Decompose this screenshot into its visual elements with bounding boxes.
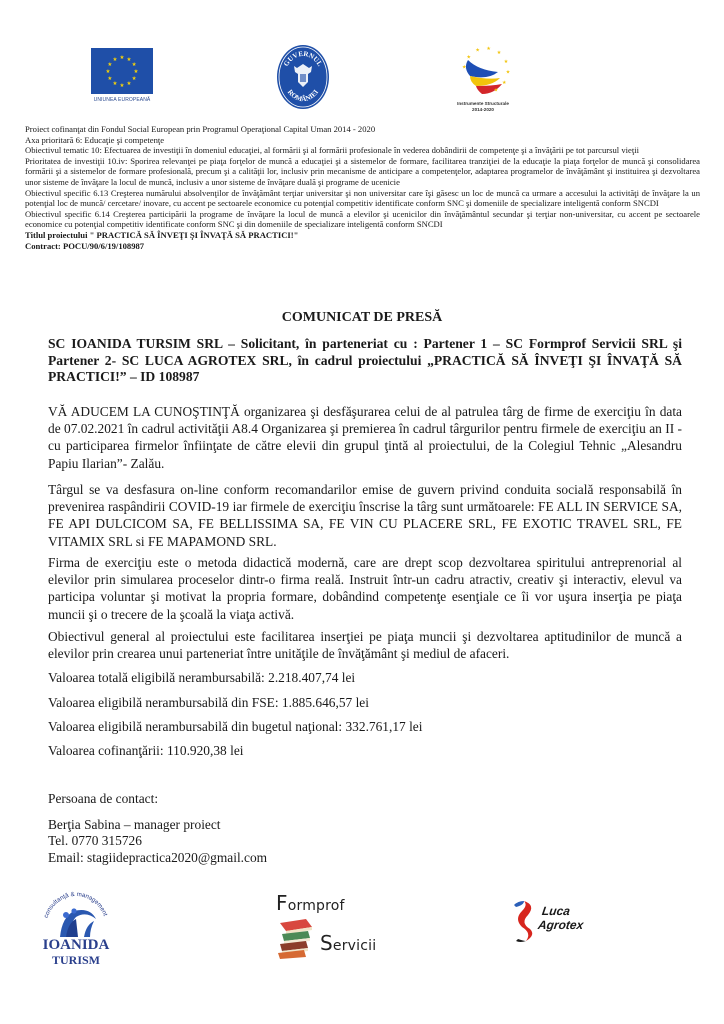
instrumente-structurale-icon <box>448 40 518 98</box>
header-line: Proiect cofinanţat din Fondul Social European prin Programul Operaţional Capital Uman 2014 - 2020 <box>25 124 376 134</box>
header-line: Obiectivul specific 6.13 Creşterea numărului absolvenţilor de învăţământ terţiar universitar şi non universitar care îşi găsesc un loc de muncă ca urmare a accesului la activităţi de învăţare la un potenţial loc de muncă/ cercetare/ inovare, cu accent pe sectoarele economice cu potenţial competitiv identificate conform SNC şi domeniile de specializare inteligentă conform SNCDI <box>25 187 700 209</box>
eu-star-icon: ★ <box>133 69 139 75</box>
is-star-icon: ★ <box>502 81 507 87</box>
eu-star-icon: ★ <box>105 69 111 75</box>
is-caption <box>448 101 518 112</box>
guvernul-romaniei-seal-icon <box>276 44 330 110</box>
value-national-budget <box>48 718 422 735</box>
luca-agrotex-logo-icon <box>510 899 540 943</box>
is-caption-line2: 2014-2020 <box>472 106 494 112</box>
is-star-icon: ★ <box>496 51 502 57</box>
ioanida-name-line1: IOANIDA <box>42 937 110 953</box>
contact-name: Berţia Sabina – manager proiect <box>48 817 221 832</box>
top-logos <box>0 40 724 115</box>
eu-star-icon: ★ <box>112 81 118 88</box>
luca-agrotex-logo <box>510 899 590 943</box>
eu-logo <box>90 48 154 108</box>
press-release-subtitle: SC IOANIDA TURSIM SRL – Solicitant, în parteneriat cu : Partener 1 – SC Formprof Servicii SRL şi Partener 2- SC LUCA AGROTEX SRL, în cadrul proiectului „PRACTICĂ SĂ ÎNVEŢI ŞI ÎNVAŢĂ SĂ PRACTICI!” – ID 108987 <box>48 336 682 384</box>
value-label: Valoarea eligibilă nerambursabilă din FSE: <box>48 695 279 710</box>
ioanida-turism-logo-icon <box>36 889 116 939</box>
government-logo <box>276 44 332 110</box>
eu-star-icon: ★ <box>119 83 125 89</box>
eu-star-icon: ★ <box>107 76 113 82</box>
formprof-word: Formprof <box>276 891 345 915</box>
value-amount: 110.920,38 lei <box>166 743 244 758</box>
is-star-icon: ★ <box>503 59 509 65</box>
contact-label: Persoana de contact: <box>48 791 159 806</box>
contact-email[interactable]: Email: stagiidepractica2020@gmail.com <box>48 849 268 865</box>
value-label: Valoarea cofinanţării: <box>48 743 164 758</box>
header-line: Prioritatea de investiţii 10.iv: Sporirea relevanţei pe piaţa forţelor de muncă a educaţiei şi a sistemelor de formare, facilitarea tranziţiei de la educaţie la piaţa forţelor de muncă şi consolidarea formării şi a sistemelor de formare profesională, precum şi a calităţii lor, inclusiv prin mecanisme de anticipare a competenţelor, adaptarea programelor de învăţământ şi instituirea şi dezvoltarea unor sisteme de învăţare la locul de muncă, inclusiv a unor sisteme de învăţare duală şi programe de ucenicie <box>25 155 700 187</box>
value-amount: 2.218.407,74 lei <box>268 670 356 685</box>
project-header <box>25 124 700 251</box>
is-star-icon: ★ <box>466 55 471 61</box>
value-label: Valoarea totală eligibilă nerambursabilă: <box>48 670 265 685</box>
is-star-icon: ★ <box>493 88 499 94</box>
value-amount: 332.761,17 lei <box>345 719 423 734</box>
is-caption-line1: Instrumente Structurale <box>457 101 509 106</box>
luca-word: Luca <box>541 904 571 918</box>
eu-caption: UNIUNEA EUROPEANĂ <box>93 97 151 103</box>
gov-bottom-text: ROMÂNIEI <box>285 88 321 104</box>
ioanida-turism-logo <box>36 889 116 967</box>
instrumente-structurale-logo <box>448 40 518 115</box>
value-amount: 1.885.646,57 lei <box>281 695 369 710</box>
ioanida-name-line2: TURISM <box>51 953 100 967</box>
paragraph-announcement: VĂ ADUCEM LA CUNOŞTINŢĂ organizarea şi desfăşurarea celui de al patrulea târg de firme de exerciţiu în data de 07.02.2021 în cadrul activităţii A8.4 Organizarea şi premierea în cadrul târgurilor pentru firmele de exerciţiu an II - cu participarea firmelor înfiinţate de către elevii din grupul ţintă al proiectului, de la Colegiul Tehnic „Alesandru Papiu Ilarian”- Zalău. <box>48 404 682 471</box>
project-title: Titlul proiectului " PRACTICĂ SĂ ÎNVEŢI ŞI ÎNVAŢĂ SĂ PRACTICI!" <box>25 229 299 240</box>
eu-star-icon: ★ <box>126 81 132 88</box>
contact-details <box>48 817 267 866</box>
value-total <box>48 669 355 686</box>
gov-top-text: GUVERNUL <box>282 49 324 68</box>
eu-star-icon: ★ <box>112 56 118 63</box>
eu-star-icon: ★ <box>119 55 125 61</box>
servicii-word: Servicii <box>320 931 377 955</box>
contract-number: Contract: POCU/90/6/19/108987 <box>25 240 145 251</box>
header-line: Axa prioritară 6: Educaţie şi competenţe <box>25 134 165 145</box>
paragraph-fair-details: Târgul se va desfasura on-line conform recomandarilor emise de guvern privind conduita socială responsabilă în prevenirea raspândirii COVID-19 iar firmele de exerciţiu înscrise la târg sunt următoarele: FE ALL IN SERVICE SA, FE API DULCICOM SA, FE BELLISSIMA SA, FE VIN CU PLACERE SRL, FE EXOTIC TRAVEL SRL, FE VITAMIX SRL si FE MAPAMOND SRL. <box>48 482 682 549</box>
eu-star-icon: ★ <box>131 62 137 68</box>
paragraph-method: Firma de exerciţiu este o metoda didactică modernă, care are drept scop dezvoltarea spiritului antreprenorial al elevilor prin simularea proceselor dintr-o firma reală. Instruit într-un cadru atractiv, creativ şi interactiv, elevul va participa voluntar şi motivat la propria formare, dobândind competenţe esenţiale ce îi vor uşura inserţia pe piaţa muncii şi o trecere de la şcoală la viaţa activă. <box>48 555 682 622</box>
paragraph-objective: Obiectivul general al proiectului este facilitarea inserţiei pe piaţa muncii şi dezvoltarea aptitudinilor de muncă a elevilor prin crearea unui parteneriat între unităţile de învăţământ şi mediul de afaceri. <box>48 629 682 662</box>
header-line: Obiectivul specific 6.14 Creşterea participării la programe de învăţare la locul de muncă a elevilor şi ucenicilor din învăţământul secundar şi terţiar non-universitar, cu accent pe sectoarele economice cu potenţial competitiv identificate conform SNC şi din domeniile de specializare inteligentă conform SNCDI <box>25 208 700 230</box>
value-label: Valoarea eligibilă nerambursabilă din bugetul naţional: <box>48 719 343 734</box>
header-line: Obiectivul tematic 10: Efectuarea de investiţii în domeniul educaţiei, al formării şi al formării profesionale în vederea dobândirii de competenţe şi a învăţării pe tot parcursul vieţii <box>25 145 639 156</box>
agrotex-word: Agrotex <box>537 918 585 932</box>
formprof-books-icon <box>276 919 320 959</box>
eu-star-icon: ★ <box>126 56 132 63</box>
partner-logos <box>0 885 724 975</box>
is-star-icon: ★ <box>462 65 467 71</box>
contact-phone: Tel. 0770 315726 <box>48 833 142 849</box>
value-cofinancing <box>48 742 243 759</box>
formprof-servicii-logo <box>270 891 380 961</box>
ioanida-arc-text: consultanţă & management <box>42 890 109 919</box>
press-release-title: COMUNICAT DE PRESĂ <box>281 310 443 325</box>
is-star-icon: ★ <box>475 48 480 54</box>
eu-star-icon: ★ <box>107 62 113 68</box>
is-star-icon: ★ <box>486 47 491 53</box>
eu-flag-icon <box>91 48 153 94</box>
eu-star-icon: ★ <box>131 76 137 82</box>
is-star-icon: ★ <box>505 70 511 76</box>
value-fse <box>48 694 369 711</box>
